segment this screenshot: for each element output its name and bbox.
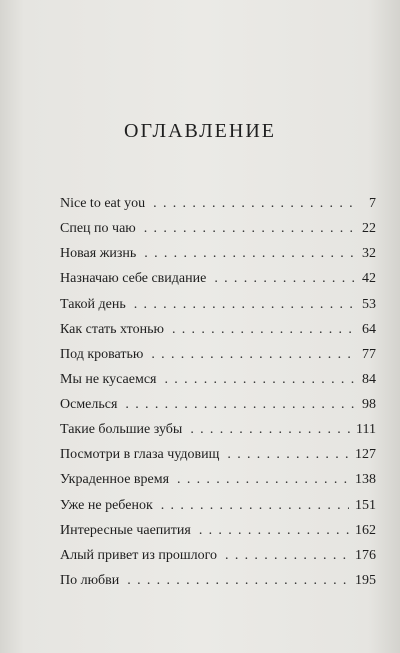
toc-entry [60, 422, 376, 447]
dot-leader [125, 397, 356, 413]
dot-leader [190, 422, 350, 438]
toc-entry [60, 523, 376, 548]
toc-entry [60, 447, 376, 472]
toc-entry-title: Украденное время [60, 472, 170, 488]
toc-entry-page: 84 [362, 371, 376, 387]
toc-entry-page: 176 [355, 547, 376, 563]
toc-entry [60, 196, 376, 221]
dot-leader [161, 498, 349, 514]
dot-leader [151, 347, 356, 363]
toc-entry-page: 22 [362, 221, 376, 237]
toc-entry [60, 271, 376, 296]
toc-entry-title: Алый привет из прошлого [60, 547, 218, 563]
toc-entry-page: 111 [356, 422, 376, 438]
dot-leader [172, 322, 356, 338]
toc-entry-page: 64 [362, 321, 376, 337]
toc-entry-page: 127 [355, 447, 376, 463]
toc-entry [60, 347, 376, 372]
toc-entry-title: Такой день [60, 296, 126, 312]
toc-entry-page: 32 [362, 246, 376, 262]
toc-entry-page: 195 [355, 572, 376, 588]
page-title: ОГЛАВЛЕНИЕ [124, 120, 276, 142]
dot-leader [144, 221, 356, 237]
toc-entry [60, 246, 376, 271]
toc-entry-page: 7 [369, 196, 376, 211]
toc-entry-title: Nice to eat you [60, 196, 146, 211]
toc-entry-title: Под кроватью [60, 346, 144, 362]
toc-entry [60, 322, 376, 347]
toc-entry-title: Новая жизнь [60, 246, 137, 262]
toc-entry-title: Уже не ребенок [60, 497, 153, 513]
toc-entry-title: Посмотри в глаза чудовищ [60, 447, 220, 463]
toc-entry-page: 77 [362, 346, 376, 362]
dot-leader [153, 196, 356, 212]
toc-entry-title: Интересные чаепития [60, 522, 191, 538]
toc-entry [60, 573, 376, 598]
toc-entry-page: 151 [355, 497, 376, 513]
toc-entry-title: Как стать хтонью [60, 321, 164, 337]
dot-leader [214, 271, 356, 287]
dot-leader [225, 548, 349, 564]
toc-entry-title: По любви [60, 572, 120, 588]
toc-entry-page: 98 [362, 397, 376, 412]
toc-entry-title: Осмелься [60, 397, 118, 412]
toc-entry [60, 221, 376, 246]
dot-leader [177, 472, 349, 488]
toc-entry-title: Назначаю себе свидание [60, 271, 207, 287]
dot-leader [144, 246, 356, 262]
dot-leader [165, 372, 357, 388]
toc-entry [60, 472, 376, 497]
toc-entry [60, 548, 376, 573]
table-of-contents [60, 196, 376, 598]
toc-entry-page: 53 [362, 296, 376, 312]
toc-entry-title: Мы не кусаемся [60, 371, 157, 387]
toc-entry-title: Спец по чаю [60, 221, 136, 237]
toc-entry-page: 138 [355, 472, 376, 488]
toc-entry [60, 397, 376, 422]
toc-entry [60, 498, 376, 523]
dot-leader [227, 447, 349, 463]
dot-leader [134, 297, 356, 313]
dot-leader [127, 573, 349, 589]
toc-entry [60, 297, 376, 322]
toc-entry-page: 42 [362, 271, 376, 287]
toc-entry [60, 372, 376, 397]
toc-entry-page: 162 [355, 522, 376, 538]
toc-entry-title: Такие большие зубы [60, 422, 183, 438]
dot-leader [199, 523, 349, 539]
